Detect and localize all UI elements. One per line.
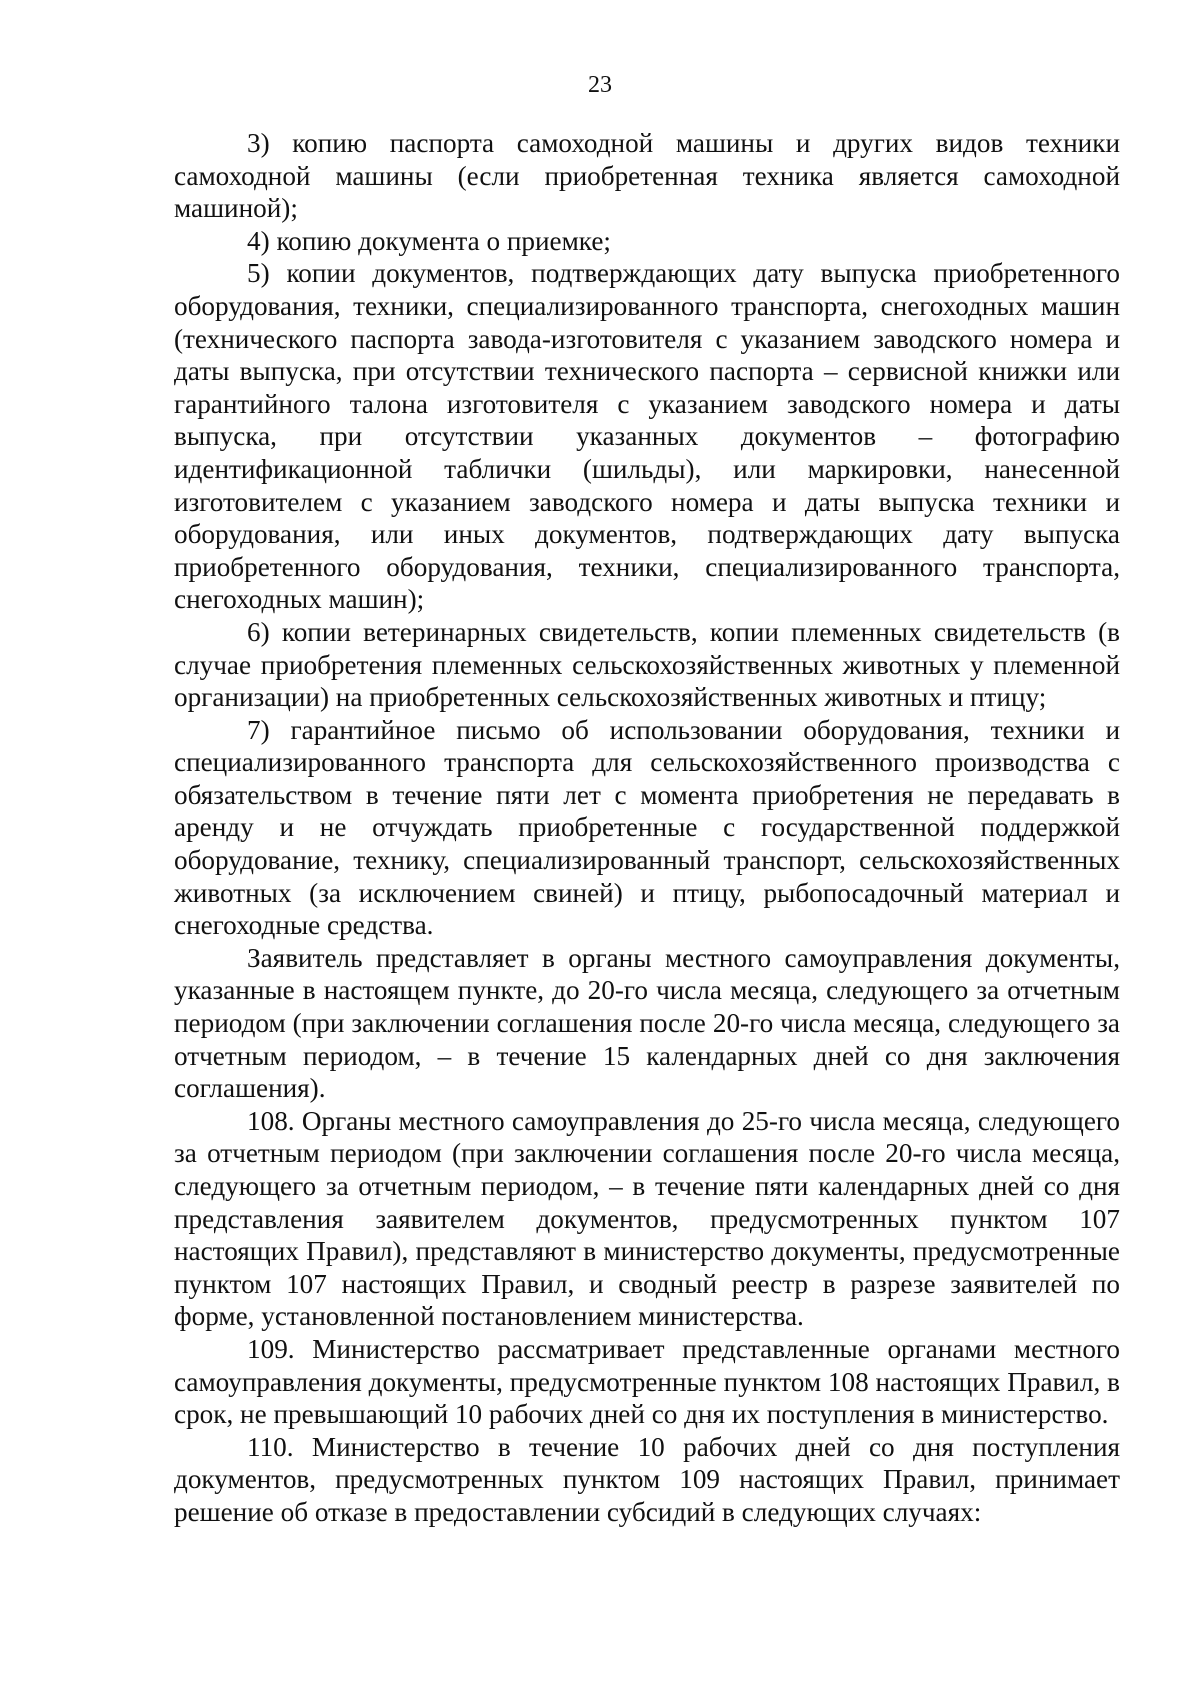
paragraph-applicant-deadline: Заявитель представляет в органы местного самоуправления документы, указанные в настоящем пункте, до 20-го числа месяца, следующего за отчетным периодом (при заключении соглашения после 20-го числа месяца, следующего за отчетным периодом, – в течение 15 календарных дней со дня заключения соглашения). bbox=[174, 942, 1120, 1104]
paragraph-item-4: 4) копию документа о приемке; bbox=[247, 225, 611, 256]
page-number: 23 bbox=[588, 72, 612, 98]
paragraph-item-7: 7) гарантийное письмо об использовании оборудования, техники и специализированного транспорта для сельскохозяйственного производства с обязательством в течение пяти лет с момента приобретения не передавать в аренду и не отчуждать приобретенные с государственной поддержкой оборудование, технику, специализированный транспорт, сельскохозяйственных животных (за исключением свиней) и птицу, рыбопосадочный материал и снегоходные средства. bbox=[174, 714, 1120, 941]
paragraph-clause-108: 108. Органы местного самоуправления до 25-го числа месяца, следующего за отчетным периодом (при заключении соглашения после 20-го числа месяца, следующего за отчетным периодом, – в течение пяти календарных дней со дня представления заявителем документов, предусмотренных пунктом 107 настоящих Правил), представляют в министерство документы, предусмотренные пунктом 107 настоящих Правил, и сводный реестр в разрезе заявителей по форме, установленной постановлением министерства. bbox=[174, 1105, 1120, 1332]
paragraph-item-6: 6) копии ветеринарных свидетельств, копии племенных свидетельств (в случае приобретения племенных сельскохозяйственных животных у племенной организации) на приобретенных сельскохозяйственных животных и птицу; bbox=[174, 616, 1120, 713]
paragraph-clause-109: 109. Министерство рассматривает представленные органами местного самоуправления документы, предусмотренные пунктом 108 настоящих Правил, в срок, не превышающий 10 рабочих дней со дня их поступления в министерство. bbox=[174, 1333, 1120, 1430]
paragraph-clause-110: 110. Министерство в течение 10 рабочих дней со дня поступления документов, предусмотренных пунктом 109 настоящих Правил, принимает решение об отказе в предоставлении субсидий в следующих случаях: bbox=[174, 1431, 1120, 1527]
document-body bbox=[174, 127, 1120, 1529]
paragraph-item-3: 3) копию паспорта самоходной машины и других видов техники самоходной машины (если приобретенная техника является самоходной машиной); bbox=[174, 128, 1120, 224]
paragraph-item-5: 5) копии документов, подтверждающих дату выпуска приобретенного оборудования, техники, специализированного транспорта, снегоходных машин (технического паспорта завода-изготовителя с указанием заводского номера и даты выпуска, при отсутствии технического паспорта – сервисной книжки или гарантийного талона изготовителя с указанием заводского номера и даты выпуска, при отсутствии указанных документов – фотографию идентификационной таблички (шильды), или маркировки, нанесенной изготовителем с указанием заводского номера и даты выпуска техники и оборудования, или иных документов, подтверждающих дату выпуска приобретенного оборудования, техники, специализированного транспорта, снегоходных машин); bbox=[174, 258, 1120, 615]
